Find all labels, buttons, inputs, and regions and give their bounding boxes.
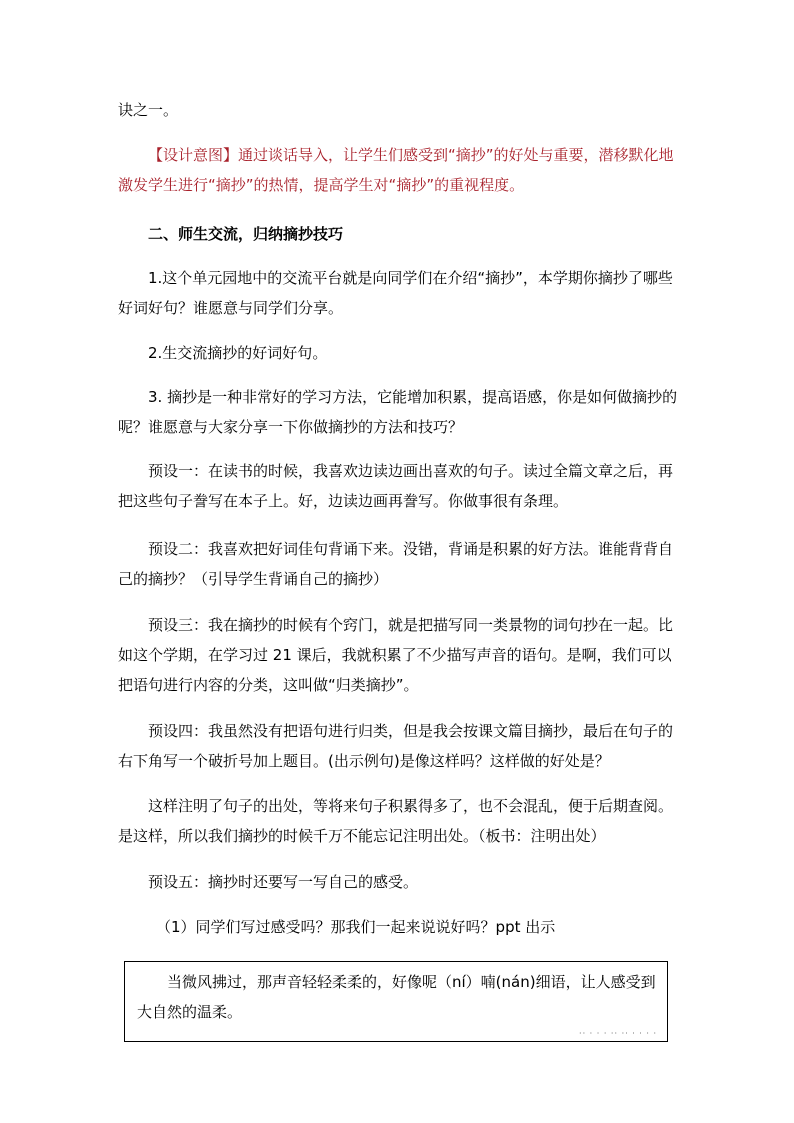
paragraph-continuation: 诀之一。: [118, 101, 179, 119]
emphasis-dots: ·· · · · ·· ·· · · · ·: [579, 1029, 657, 1038]
example-sentence-box: [124, 961, 668, 1042]
paragraph-question-1: （1）同学们写过感受吗？那我们一起来说说好吗？ppt 出示: [156, 918, 556, 936]
section-heading: 二、师生交流，归纳摘抄技巧: [148, 225, 344, 243]
paragraph-step-2: 2.生交流摘抄的好词好句。: [148, 344, 328, 362]
paragraph-preset-5: 预设五：摘抄时还要写一写自己的感受。: [148, 873, 419, 891]
paragraph-preset-4: 预设四：我虽然没有把语句进行归类，但是我会按课文篇目摘抄，最后在句子的右下角写一个破折号加上题目。(出示例句)是像这样吗？这样做的好处是？: [118, 722, 674, 770]
design-intent-tag: 【设计意图】: [148, 146, 239, 164]
design-intent-paragraph: [118, 140, 678, 200]
paragraph-preset-3: 预设三：我在摘抄的时候有个窍门，就是把描写同一类景物的词句抄在一起。比如这个学期，在学习过 21 课后，我就积累了不少描写声音的语句。是啊，我们可以把语句进行内容的分类，这叫做“归类摘抄”。: [118, 616, 674, 694]
design-intent-text: 通过谈话导入，让学生们感受到“摘抄”的好处与重要，潜移默化地激发学生进行“摘抄”的热情，提高学生对“摘抄”的重视程度。: [118, 146, 674, 194]
paragraph-note: 这样注明了句子的出处，等将来句子积累得多了，也不会混乱，便于后期查阅。是这样，所以我们摘抄的时候千万不能忘记注明出处。（板书：注明出处）: [118, 797, 674, 845]
paragraph-preset-2: 预设二：我喜欢把好词佳句背诵下来。没错，背诵是积累的好方法。谁能背背自己的摘抄？（引导学生背诵自己的摘抄）: [118, 540, 674, 588]
paragraph-step-1: 1.这个单元园地中的交流平台就是向同学们在介绍“摘抄”，本学期你摘抄了哪些好词好句？谁愿意与同学们分享。: [118, 269, 673, 317]
paragraph-preset-1: 预设一：在读书的时候，我喜欢边读边画出喜欢的句子。读过全篇文章之后，再把这些句子誊写在本子上。好，边读边画再誊写。你做事很有条理。: [118, 462, 674, 510]
example-sentence-text: 当微风拂过，那声音轻轻柔柔的，好像呢（ní）喃(nán)细语，让人感受到大自然的温柔。: [137, 973, 656, 1021]
paragraph-step-3: 3. 摘抄是一种非常好的学习方法，它能增加积累，提高语感，你是如何做摘抄的呢？谁愿意与大家分享一下你做摘抄的方法和技巧？: [118, 388, 678, 436]
